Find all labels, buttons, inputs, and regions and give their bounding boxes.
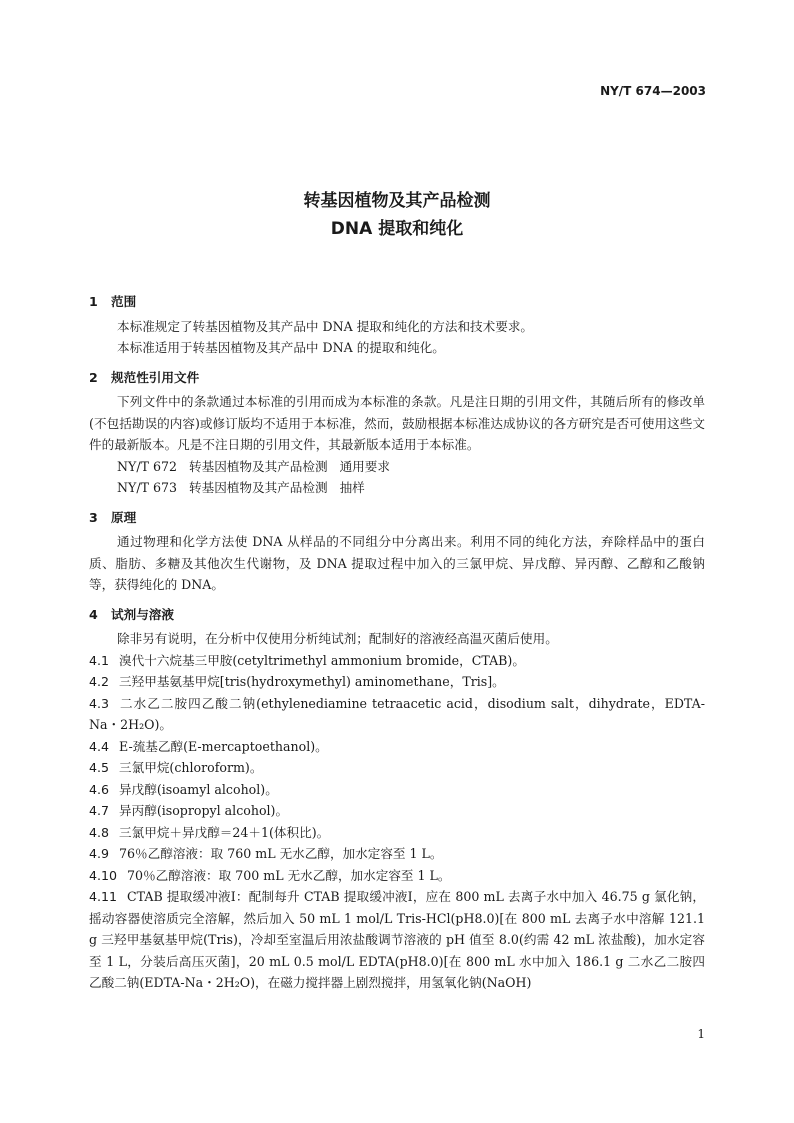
item-text: CTAB 提取缓冲液Ⅰ：配制每升 CTAB 提取缓冲液Ⅰ，应在 800 mL 去离子水中加入 46.75 g 氯化钠，摇动容器使溶质完全溶解，然后加入 50 mL 1 mol/L Tris-HCl(pH8.0)[在 800 mL 去离子水中溶解 121.1 g 三羟甲基氨基甲烷(Tris)，冷却至室温后用浓盐酸调节溶液的 pH 值至 8.0(约需 42 mL 浓盐酸)，加水定容至 1 L，分装后高压灭菌]，20 mL 0.5 mol/L EDTA(pH8.0)[在 800 mL 水中加入 186.1 g 二水乙二胺四乙酸二钠(EDTA-Na・2H₂O)，在磁力搅拌器上剧烈搅拌，用氢氧化钠(NaOH) — [89, 889, 705, 990]
section-heading-reagents: 4 试剂与溶液 — [89, 606, 174, 622]
item-number: 4.8 — [89, 824, 110, 840]
reference-item: NY/T 672 转基因植物及其产品检测 通用要求 — [117, 458, 390, 474]
item-text: 异丙醇(isopropyl alcohol)。 — [119, 803, 289, 818]
reagent-item — [89, 693, 705, 736]
reagent-item — [89, 671, 705, 693]
reagent-item — [89, 865, 705, 887]
paragraph: 本标准规定了转基因植物及其产品中 DNA 提取和纯化的方法和技术要求。 — [117, 318, 534, 334]
item-number: 4.10 — [89, 867, 118, 883]
reagent-item — [89, 822, 705, 844]
item-number: 4.4 — [89, 738, 110, 754]
item-text: 三氯甲烷＋异戊醇＝24＋1(体积比)。 — [119, 824, 330, 840]
item-number: 4.1 — [89, 652, 110, 668]
item-text: 二水乙二胺四乙酸二钠(ethylenediamine tetraacetic acid，disodium salt，dihydrate，EDTA-Na・2H₂O)。 — [89, 695, 705, 732]
reagent-list — [89, 650, 705, 994]
reagent-item — [89, 886, 705, 994]
item-text: 溴代十六烷基三甲胺(cetyltrimethyl ammonium bromide，CTAB)。 — [119, 652, 525, 668]
item-text: 三氯甲烷(chloroform)。 — [119, 760, 263, 775]
item-number: 4.3 — [89, 695, 110, 711]
section-heading-scope: 1 范围 — [89, 294, 137, 309]
section-heading-references: 2 规范性引用文件 — [89, 369, 200, 385]
item-text: 异戊醇(isoamyl alcohol)。 — [119, 781, 278, 797]
item-number: 4.7 — [89, 803, 110, 818]
paragraph: 本标准适用于转基因植物及其产品中 DNA 的提取和纯化。 — [117, 340, 445, 355]
reference-item: NY/T 673 转基因植物及其产品检测 抽样 — [117, 480, 365, 495]
document-subtitle: DNA 提取和纯化 — [330, 219, 464, 239]
reagent-item — [89, 779, 705, 801]
item-number: 4.11 — [89, 889, 118, 904]
document-body — [89, 291, 705, 994]
standard-code: NY/T 674—2003 — [600, 84, 706, 98]
document-title: 转基因植物及其产品检测 — [303, 191, 491, 211]
reagent-item — [89, 757, 705, 779]
reagent-item — [89, 843, 705, 865]
reagent-item — [89, 650, 705, 672]
item-number: 4.5 — [89, 760, 110, 775]
item-number: 4.2 — [89, 674, 110, 689]
item-text: 70％乙醇溶液：取 700 mL 无水乙醇，加水定容至 1 L。 — [127, 867, 451, 883]
page-number: 1 — [697, 1027, 705, 1041]
item-number: 4.6 — [89, 781, 110, 797]
reagent-item — [89, 800, 705, 822]
item-text: 三羟甲基氨基甲烷[tris(hydroxymethyl) aminomethane，Tris]。 — [119, 674, 505, 689]
paragraph: 除非另有说明，在分析中仅使用分析纯试剂；配制好的溶液经高温灭菌后使用。 — [117, 631, 558, 646]
section-heading-principle: 3 原理 — [89, 509, 137, 525]
paragraph: 下列文件中的条款通过本标准的引用而成为本标准的条款。凡是注日期的引用文件，其随后所有的修改单(不包括勘误的内容)或修订版均不适用于本标准，然而，鼓励根据本标准达成协议的各方研究是否可使用这些文件的最新版本。凡是不注日期的引用文件，其最新版本适用于本标准。 — [89, 394, 705, 452]
paragraph: 通过物理和化学方法使 DNA 从样品的不同组分中分离出来。利用不同的纯化方法，弃除样品中的蛋白质、脂肪、多糖及其他次生代谢物，及 DNA 提取过程中加入的三氯甲烷、异戊醇、异丙醇、乙醇和乙酸钠等，获得纯化的 DNA。 — [89, 534, 705, 592]
item-text: E-巯基乙醇(E-mercaptoethanol)。 — [119, 738, 328, 754]
item-number: 4.9 — [89, 846, 110, 861]
item-text: 76％乙醇溶液：取 760 mL 无水乙醇，加水定容至 1 L。 — [119, 846, 443, 861]
reagent-item — [89, 736, 705, 758]
